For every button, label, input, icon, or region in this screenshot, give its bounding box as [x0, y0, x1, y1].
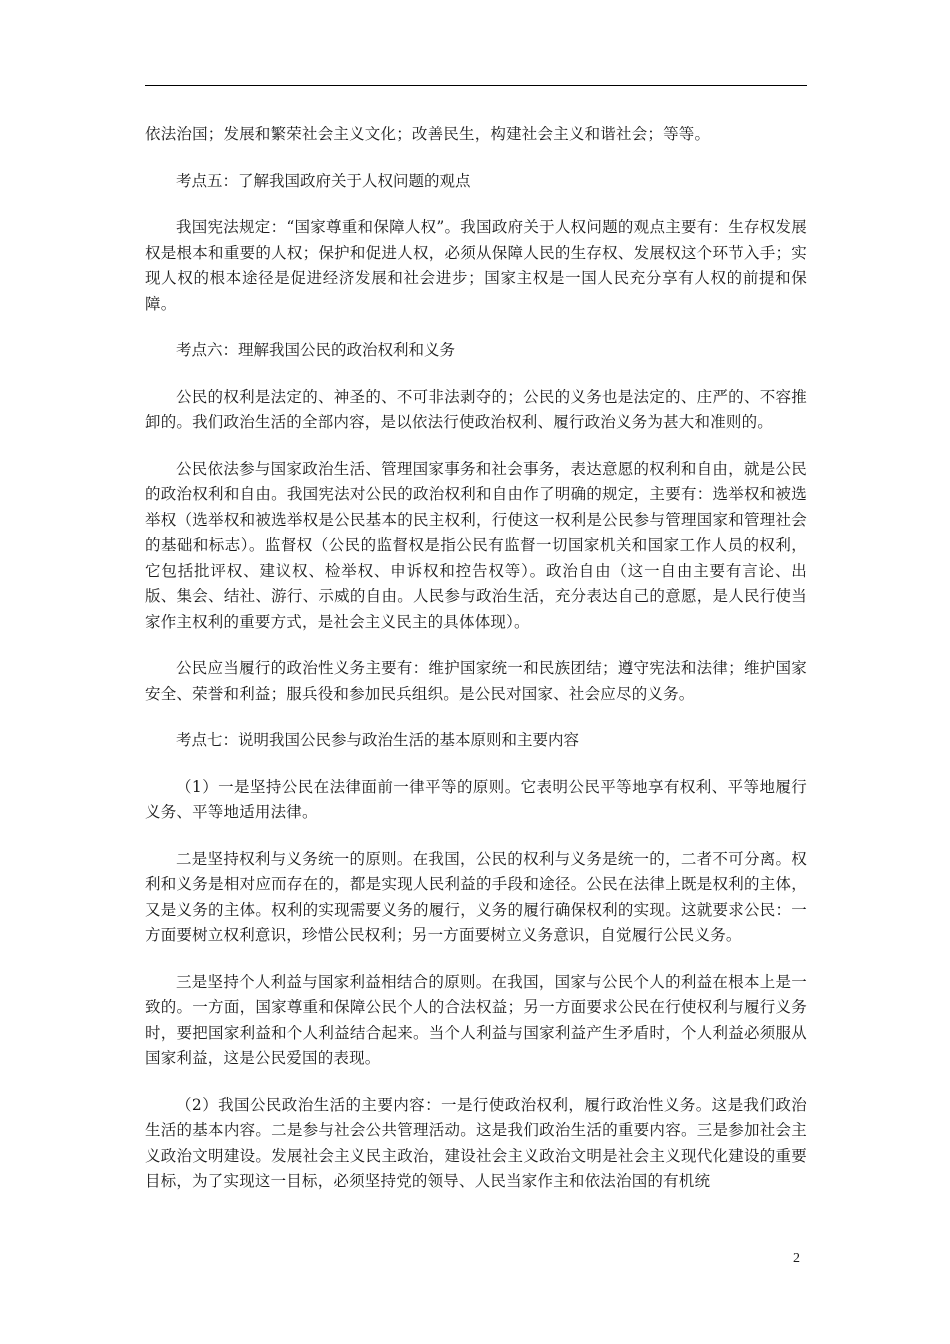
- paragraph-political-duties: 公民应当履行的政治性义务主要有：维护国家统一和民族团结；遵守宪法和法律；维护国家安全、荣誉和利益；服兵役和参加民兵组织。是公民对国家、社会应尽的义务。: [145, 659, 807, 703]
- paragraph-human-rights: 我国宪法规定：“国家尊重和保障人权”。我国政府关于人权问题的观点主要有：生存权发展权是根本和重要的人权；保护和促进人权，必须从保障人民的生存权、发展权这个环节入手；实现人权的根本途径是促进经济发展和社会进步；国家主权是一国人民充分享有人权的前提和保障。: [145, 218, 807, 313]
- document-body: [145, 122, 807, 1216]
- section-heading-point-6: 考点六：理解我国公民的政治权利和义务: [176, 341, 456, 359]
- paragraph-principle-unity: 二是坚持权利与义务统一的原则。在我国，公民的权利与义务是统一的，二者不可分离。权利和义务是相对应而存在的，都是实现人民利益的手段和途径。公民在法律上既是权利的主体，又是义务的主体。权利的实现需要义务的履行，义务的履行确保权利的实现。这就要求公民：一方面要树立权利意识，珍惜公民权利；另一方面要树立义务意识，自觉履行公民义务。: [145, 849, 807, 944]
- section-heading-point-5: 考点五：了解我国政府关于人权问题的观点: [176, 171, 471, 190]
- section-heading-point-7: 考点七：说明我国公民参与政治生活的基本原则和主要内容: [176, 731, 580, 749]
- paragraph-principle-equality: （1）一是坚持公民在法律面前一律平等的原则。它表明公民平等地享有权利、平等地履行义务、平等地适用法律。: [145, 777, 807, 821]
- paragraph-rights-duties: 公民的权利是法定的、神圣的、不可非法剥夺的；公民的义务也是法定的、庄严的、不容推卸的。我们政治生活的全部内容，是以依法行使政治权利、履行政治义务为甚大和准则的。: [145, 387, 807, 431]
- page-number: 2: [793, 1251, 800, 1266]
- paragraph-principle-interests: 三是坚持个人利益与国家利益相结合的原则。在我国，国家与公民个人的利益在根本上是一致的。一方面，国家尊重和保障公民个人的合法权益；另一方面要求公民在行使权利与履行义务时，要把国家利益和个人利益结合起来。当个人利益与国家利益产生矛盾时，个人利益必须服从国家利益，这是公民爱国的表现。: [145, 972, 807, 1067]
- header-rule: [145, 85, 807, 86]
- paragraph-continuation: 依法治国；发展和繁荣社会主义文化；改善民生，构建社会主义和谐社会；等等。: [145, 125, 711, 143]
- paragraph-political-rights: 公民依法参与国家政治生活、管理国家事务和社会事务，表达意愿的权利和自由，就是公民的政治权利和自由。我国宪法对公民的政治权利和自由作了明确的规定，主要有：选举权和被选举权（选举权和被选举权是公民基本的民主权利，行使这一权利是公民参与管理国家和管理社会的基础和标志）。监督权（公民的监督权是指公民有监督一切国家机关和国家工作人员的权利，它包括批评权、建议权、检举权、申诉权和控告权等）。政治自由（这一自由主要有言论、出版、集会、结社、游行、示威的自由。人民参与政治生活，充分表达自己的意愿，是人民行使当家作主权利的重要方式，是社会主义民主的具体体现）。: [145, 459, 807, 631]
- paragraph-main-content: （2）我国公民政治生活的主要内容：一是行使政治权利，履行政治性义务。这是我们政治生活的基本内容。二是参与社会公共管理活动。这是我们政治生活的重要内容。三是参加社会主义政治文明建设。发展社会主义民主政治，建设社会主义政治文明是社会主义现代化建设的重要目标，为了实现这一目标，必须坚持党的领导、人民当家作主和依法治国的有机统: [145, 1095, 807, 1190]
